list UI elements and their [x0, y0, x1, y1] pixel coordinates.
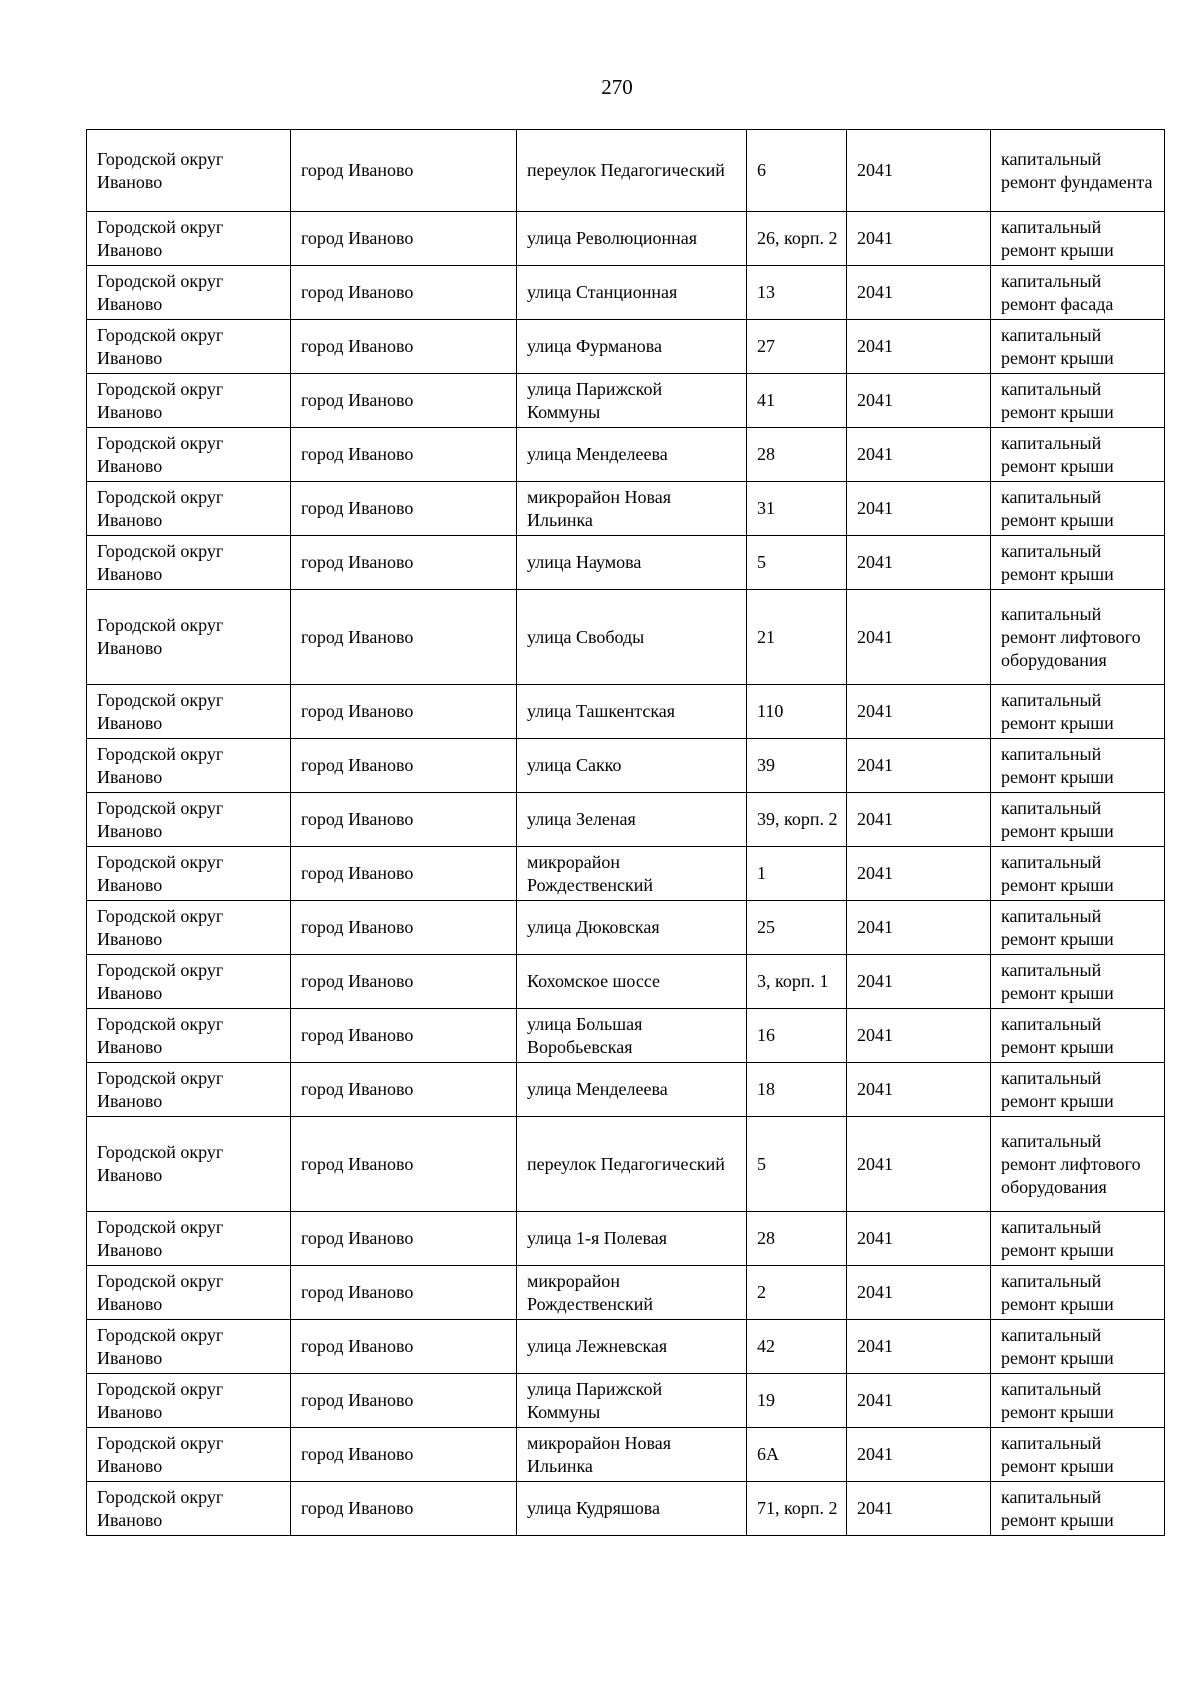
- work-type-cell: капитальный ремонт крыши: [991, 428, 1165, 482]
- year-cell: 2041: [847, 955, 991, 1009]
- year-cell: 2041: [847, 428, 991, 482]
- district-cell: Городской округ Иваново: [87, 793, 291, 847]
- locality-cell: город Иваново: [291, 685, 517, 739]
- street-cell: микрорайон Рождественский: [517, 1266, 747, 1320]
- street-cell: улица Парижской Коммуны: [517, 374, 747, 428]
- house-number-cell: 39: [747, 739, 847, 793]
- year-cell: 2041: [847, 266, 991, 320]
- work-type-cell: капитальный ремонт крыши: [991, 212, 1165, 266]
- page-number: 270: [601, 75, 633, 99]
- house-number-cell: 16: [747, 1009, 847, 1063]
- house-number-cell: 13: [747, 266, 847, 320]
- year-cell: 2041: [847, 901, 991, 955]
- repair-schedule-table: [86, 129, 1165, 1536]
- house-number-cell: 42: [747, 1320, 847, 1374]
- work-type-cell: капитальный ремонт крыши: [991, 1374, 1165, 1428]
- street-cell: улица Ташкентская: [517, 685, 747, 739]
- locality-cell: город Иваново: [291, 1428, 517, 1482]
- table-row: [87, 1117, 1165, 1212]
- house-number-cell: 6А: [747, 1428, 847, 1482]
- street-cell: микрорайон Рождественский: [517, 847, 747, 901]
- locality-cell: город Иваново: [291, 1009, 517, 1063]
- house-number-cell: 41: [747, 374, 847, 428]
- district-cell: Городской округ Иваново: [87, 212, 291, 266]
- table-row: [87, 1212, 1165, 1266]
- year-cell: 2041: [847, 685, 991, 739]
- locality-cell: город Иваново: [291, 482, 517, 536]
- table-row: [87, 428, 1165, 482]
- year-cell: 2041: [847, 1266, 991, 1320]
- year-cell: 2041: [847, 536, 991, 590]
- table-row: [87, 847, 1165, 901]
- house-number-cell: 5: [747, 1117, 847, 1212]
- district-cell: Городской округ Иваново: [87, 130, 291, 212]
- district-cell: Городской округ Иваново: [87, 266, 291, 320]
- street-cell: улица Сакко: [517, 739, 747, 793]
- table-row: [87, 266, 1165, 320]
- locality-cell: город Иваново: [291, 847, 517, 901]
- locality-cell: город Иваново: [291, 1266, 517, 1320]
- work-type-cell: капитальный ремонт лифтового оборудования: [991, 1117, 1165, 1212]
- table-row: [87, 590, 1165, 685]
- year-cell: 2041: [847, 1212, 991, 1266]
- house-number-cell: 26, корп. 2: [747, 212, 847, 266]
- locality-cell: город Иваново: [291, 739, 517, 793]
- street-cell: улица 1-я Полевая: [517, 1212, 747, 1266]
- locality-cell: город Иваново: [291, 1063, 517, 1117]
- table-row: [87, 1482, 1165, 1536]
- table-row: [87, 901, 1165, 955]
- table-row: [87, 793, 1165, 847]
- table-row: [87, 130, 1165, 212]
- locality-cell: город Иваново: [291, 266, 517, 320]
- table-row: [87, 685, 1165, 739]
- locality-cell: город Иваново: [291, 1374, 517, 1428]
- work-type-cell: капитальный ремонт крыши: [991, 1009, 1165, 1063]
- street-cell: улица Зеленая: [517, 793, 747, 847]
- table-row: [87, 482, 1165, 536]
- work-type-cell: капитальный ремонт крыши: [991, 1320, 1165, 1374]
- house-number-cell: 39, корп. 2: [747, 793, 847, 847]
- locality-cell: город Иваново: [291, 1212, 517, 1266]
- street-cell: улица Кудряшова: [517, 1482, 747, 1536]
- district-cell: Городской округ Иваново: [87, 1374, 291, 1428]
- house-number-cell: 28: [747, 1212, 847, 1266]
- table-row: [87, 1374, 1165, 1428]
- house-number-cell: 21: [747, 590, 847, 685]
- locality-cell: город Иваново: [291, 130, 517, 212]
- year-cell: 2041: [847, 212, 991, 266]
- district-cell: Городской округ Иваново: [87, 739, 291, 793]
- work-type-cell: капитальный ремонт крыши: [991, 1063, 1165, 1117]
- street-cell: улица Лежневская: [517, 1320, 747, 1374]
- year-cell: 2041: [847, 320, 991, 374]
- work-type-cell: капитальный ремонт крыши: [991, 320, 1165, 374]
- table-row: [87, 1428, 1165, 1482]
- work-type-cell: капитальный ремонт лифтового оборудования: [991, 590, 1165, 685]
- work-type-cell: капитальный ремонт крыши: [991, 374, 1165, 428]
- district-cell: Городской округ Иваново: [87, 1320, 291, 1374]
- year-cell: 2041: [847, 130, 991, 212]
- locality-cell: город Иваново: [291, 374, 517, 428]
- table-row: [87, 212, 1165, 266]
- table-row: [87, 320, 1165, 374]
- work-type-cell: капитальный ремонт крыши: [991, 955, 1165, 1009]
- year-cell: 2041: [847, 1374, 991, 1428]
- table-row: [87, 1009, 1165, 1063]
- year-cell: 2041: [847, 739, 991, 793]
- table-row: [87, 1320, 1165, 1374]
- house-number-cell: 110: [747, 685, 847, 739]
- street-cell: микрорайон Новая Ильинка: [517, 482, 747, 536]
- work-type-cell: капитальный ремонт крыши: [991, 685, 1165, 739]
- locality-cell: город Иваново: [291, 1117, 517, 1212]
- locality-cell: город Иваново: [291, 590, 517, 685]
- district-cell: Городской округ Иваново: [87, 1428, 291, 1482]
- house-number-cell: 3, корп. 1: [747, 955, 847, 1009]
- house-number-cell: 1: [747, 847, 847, 901]
- district-cell: Городской округ Иваново: [87, 374, 291, 428]
- locality-cell: город Иваново: [291, 536, 517, 590]
- work-type-cell: капитальный ремонт крыши: [991, 482, 1165, 536]
- table-row: [87, 1063, 1165, 1117]
- district-cell: Городской округ Иваново: [87, 428, 291, 482]
- street-cell: улица Большая Воробьевская: [517, 1009, 747, 1063]
- district-cell: Городской округ Иваново: [87, 901, 291, 955]
- street-cell: улица Станционная: [517, 266, 747, 320]
- house-number-cell: 19: [747, 1374, 847, 1428]
- work-type-cell: капитальный ремонт крыши: [991, 536, 1165, 590]
- table-row: [87, 1266, 1165, 1320]
- house-number-cell: 18: [747, 1063, 847, 1117]
- district-cell: Городской округ Иваново: [87, 482, 291, 536]
- year-cell: 2041: [847, 793, 991, 847]
- locality-cell: город Иваново: [291, 428, 517, 482]
- table-row: [87, 739, 1165, 793]
- house-number-cell: 71, корп. 2: [747, 1482, 847, 1536]
- year-cell: 2041: [847, 374, 991, 428]
- house-number-cell: 6: [747, 130, 847, 212]
- locality-cell: город Иваново: [291, 793, 517, 847]
- street-cell: Кохомское шоссе: [517, 955, 747, 1009]
- locality-cell: город Иваново: [291, 212, 517, 266]
- locality-cell: город Иваново: [291, 1482, 517, 1536]
- year-cell: 2041: [847, 1428, 991, 1482]
- work-type-cell: капитальный ремонт крыши: [991, 793, 1165, 847]
- street-cell: улица Революционная: [517, 212, 747, 266]
- work-type-cell: капитальный ремонт крыши: [991, 1482, 1165, 1536]
- year-cell: 2041: [847, 1063, 991, 1117]
- district-cell: Городской округ Иваново: [87, 590, 291, 685]
- district-cell: Городской округ Иваново: [87, 1212, 291, 1266]
- street-cell: улица Менделеева: [517, 428, 747, 482]
- district-cell: Городской округ Иваново: [87, 685, 291, 739]
- work-type-cell: капитальный ремонт крыши: [991, 1212, 1165, 1266]
- district-cell: Городской округ Иваново: [87, 847, 291, 901]
- year-cell: 2041: [847, 847, 991, 901]
- street-cell: улица Свободы: [517, 590, 747, 685]
- work-type-cell: капитальный ремонт крыши: [991, 1266, 1165, 1320]
- locality-cell: город Иваново: [291, 955, 517, 1009]
- house-number-cell: 31: [747, 482, 847, 536]
- district-cell: Городской округ Иваново: [87, 320, 291, 374]
- street-cell: улица Дюковская: [517, 901, 747, 955]
- house-number-cell: 2: [747, 1266, 847, 1320]
- locality-cell: город Иваново: [291, 1320, 517, 1374]
- locality-cell: город Иваново: [291, 901, 517, 955]
- district-cell: Городской округ Иваново: [87, 1266, 291, 1320]
- district-cell: Городской округ Иваново: [87, 1482, 291, 1536]
- house-number-cell: 5: [747, 536, 847, 590]
- street-cell: улица Наумова: [517, 536, 747, 590]
- house-number-cell: 27: [747, 320, 847, 374]
- district-cell: Городской округ Иваново: [87, 1117, 291, 1212]
- table-body: [87, 130, 1165, 1536]
- district-cell: Городской округ Иваново: [87, 955, 291, 1009]
- year-cell: 2041: [847, 1117, 991, 1212]
- street-cell: микрорайон Новая Ильинка: [517, 1428, 747, 1482]
- street-cell: переулок Педагогический: [517, 1117, 747, 1212]
- house-number-cell: 25: [747, 901, 847, 955]
- street-cell: улица Менделеева: [517, 1063, 747, 1117]
- house-number-cell: 28: [747, 428, 847, 482]
- district-cell: Городской округ Иваново: [87, 1063, 291, 1117]
- street-cell: улица Фурманова: [517, 320, 747, 374]
- year-cell: 2041: [847, 1009, 991, 1063]
- year-cell: 2041: [847, 590, 991, 685]
- year-cell: 2041: [847, 1482, 991, 1536]
- work-type-cell: капитальный ремонт крыши: [991, 739, 1165, 793]
- district-cell: Городской округ Иваново: [87, 1009, 291, 1063]
- work-type-cell: капитальный ремонт крыши: [991, 901, 1165, 955]
- work-type-cell: капитальный ремонт фундамента: [991, 130, 1165, 212]
- work-type-cell: капитальный ремонт крыши: [991, 847, 1165, 901]
- table-row: [87, 536, 1165, 590]
- street-cell: улица Парижской Коммуны: [517, 1374, 747, 1428]
- locality-cell: город Иваново: [291, 320, 517, 374]
- street-cell: переулок Педагогический: [517, 130, 747, 212]
- work-type-cell: капитальный ремонт крыши: [991, 1428, 1165, 1482]
- work-type-cell: капитальный ремонт фасада: [991, 266, 1165, 320]
- table-row: [87, 374, 1165, 428]
- district-cell: Городской округ Иваново: [87, 536, 291, 590]
- table-row: [87, 955, 1165, 1009]
- year-cell: 2041: [847, 482, 991, 536]
- year-cell: 2041: [847, 1320, 991, 1374]
